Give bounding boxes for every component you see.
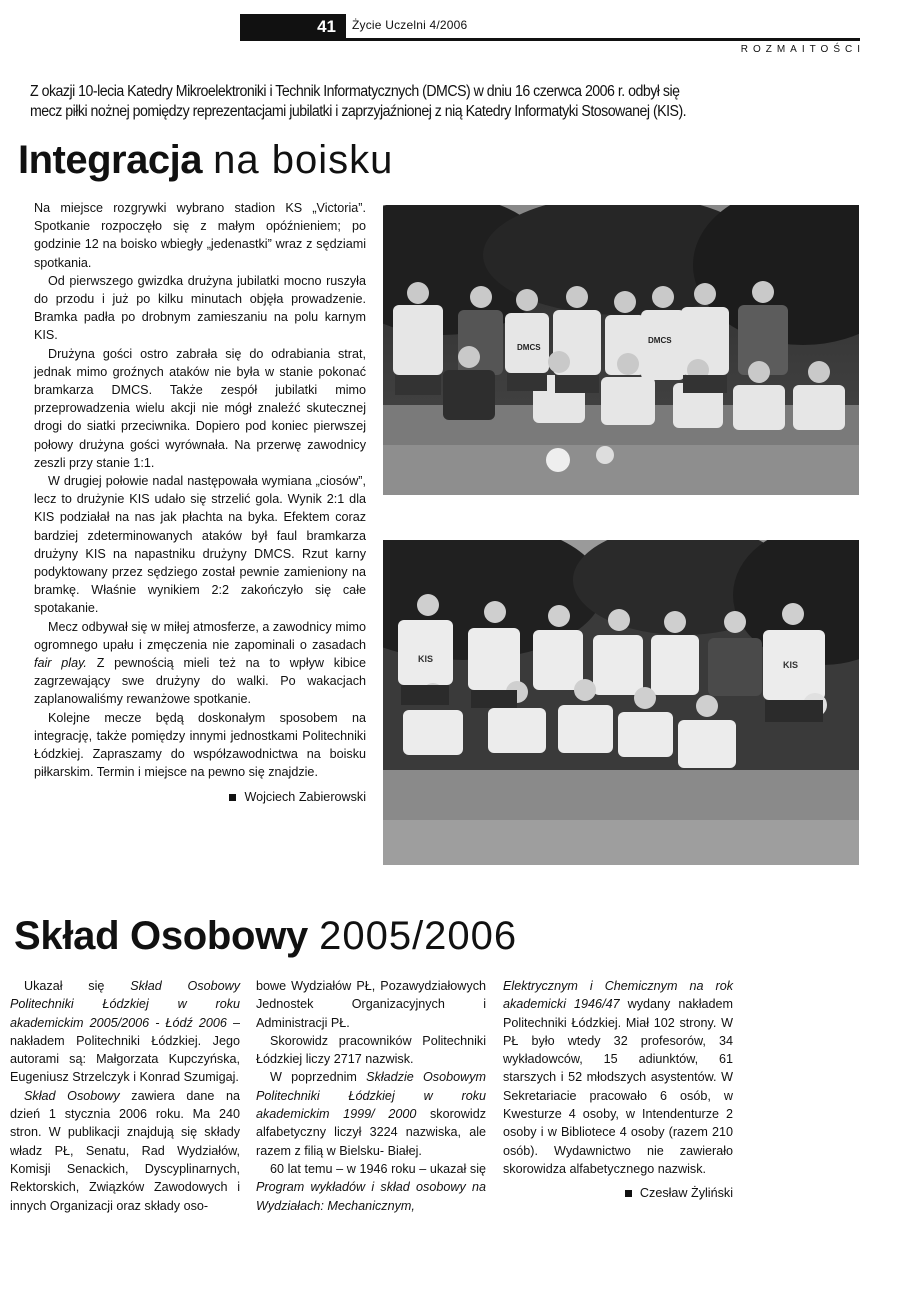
author-signature [34, 788, 366, 806]
bullet-icon [625, 1190, 632, 1197]
article2-column-2 [256, 977, 486, 1215]
text: wydany nakładem Politechniki Łódzkiej. Miał 102 strony. W PŁ było wtedy 32 profesorów, 34 wykładowców, 15 adiunktów, 61 starszych i 52 młodszych asystentów. W Sekretariacie pracowało 6 osób, w Kwesturze 4 osoby, w Intendenturze 2 osoby i w Bibliotece 4 osoby (razem 210 osób). Wydawnictwo nie zawierało skorowidza alfabetycznego nazwisk. [503, 997, 733, 1176]
text: Z pewnością mieli też na to wpływ kibice zagrzewający swe drużyny do walki. Po wakacjach zaplanowaliśmy rewanżowe spotkanie. [34, 656, 366, 707]
text: 60 lat temu – w 1946 roku – ukazał się [270, 1161, 486, 1176]
paragraph [10, 1087, 240, 1215]
paragraph: Skorowidz pracowników Politechniki Łódzkiej liczy 2717 nazwisk. [256, 1033, 486, 1067]
italic-text: Składzie Osobowym Politechniki Łódzkiej w roku akademickim 1999/ 2000 [256, 1070, 486, 1122]
paragraph [503, 977, 733, 1178]
header-rule [240, 38, 860, 41]
paragraph [10, 977, 240, 1087]
article-title-bold: Integracja [18, 138, 202, 182]
article2-title-bold: Skład Osobowy [14, 914, 308, 958]
paragraph [256, 1160, 486, 1215]
article-lead: Z okazji 10-lecia Katedry Mikroelektroniki i Technik Informatycznych (DMCS) w dniu 16 czerwca 2006 r. odbył się mecz piłki nożnej pomiędzy reprezentacjami jubilatki i zaprzyjaźnionej z nią Katedry Informatyki Stosowanej (KIS). [30, 83, 687, 120]
article2-column-3 [503, 977, 733, 1203]
paragraph: Od pierwszego gwizdka drużyna jubilatki mocno ruszyła do przodu i już po kilku minutach objęła prowadzenie. Bramka padła po drobnym zamieszaniu na polu karnym KIS. [34, 273, 366, 343]
shirt-label: KIS [418, 654, 434, 664]
paragraph: bowe Wydziałów PŁ, Pozawydziałowych Jednostek Organizacyjnych i Administracji PŁ. [256, 979, 486, 1030]
team-photo-dmcs [383, 205, 859, 495]
team-photo-kis-image [383, 540, 859, 865]
article-title [18, 137, 393, 183]
italic-text: Elektrycznym i Chemicznym na rok akademicki 1946/47 [503, 979, 733, 1012]
paragraph: Kolejne mecze będą doskonałym sposobem na integrację, także pomiędzy innymi jednostkami Politechniki Łódzkiej. Zapraszamy do współzawodnictwa na boisku piłkarskim. Termin i miejsce na pewno się znajdzie. [34, 710, 366, 780]
text: – nakładem Politechniki Łódzkiej. Jego autorami są: Małgorzata Kupczyńska, Eugeniusz Strzelczyk i Konrad Szumigaj. [10, 1015, 240, 1085]
italic-text: Skład Osobowy Politechniki Łódzkiej w roku akademickim 2005/2006 - Łódź 2006 [10, 979, 241, 1030]
paragraph: Drużyna gości ostro zabrała się do odrabiania strat, jednak mimo groźnych ataków nie była w stanie pokonać bramkarza DMCS. Także zespół jubilatki mimo przeprowadzenia wielu akcji nie mógł znaleźć skutecznej drogi do siatki przeciwnika. Dopiero pod koniec pierwszej połowy drużyna gości wyrównała. Na przerwę zawodnicy zeszli przy stanie 1:1. [34, 346, 366, 470]
text: W poprzednim [270, 1070, 367, 1085]
paragraph: W drugiej połowie nadal następowała wymiana „ciosów”, lecz to drużynie KIS udało się strzelić gola. Wynik 2:1 dla KIS podziałał na nas jak płachta na byka. Efektem coraz bardziej zdeterminowanych ataków był faul bramkarza drużyny KIS na napastniku drużyny DMCS. Rzut karny podyktowany przez sędziego został pewnie zamieniony na bramkę. Właśnie wynikiem 2:2 zakończyło się całe spotakanie. [34, 474, 366, 616]
author-name: Wojciech Zabierowski [244, 789, 366, 804]
bullet-icon [229, 794, 236, 801]
article-body [34, 199, 366, 806]
section-name: ROZMAITOŚCI [740, 44, 865, 55]
shirt-label: DMCS [648, 336, 672, 345]
team-photo-dmcs-image [383, 205, 859, 495]
italic-text: fair play. [34, 656, 87, 671]
text: Mecz odbywał się w miłej atmosferze, a zawodnicy mimo ogromnego upału i zmęczenia nie zapominali o zasadach [34, 619, 366, 652]
author-signature [503, 1184, 733, 1202]
article2-column-1 [10, 977, 240, 1215]
paragraph [256, 1068, 486, 1159]
page-number: 41 [240, 14, 346, 38]
shirt-label: KIS [783, 660, 799, 670]
text: Ukazał się [24, 979, 131, 993]
author-name: Czesław Żyliński [639, 1186, 733, 1201]
journal-title: Życie Uczelni 4/2006 [352, 18, 468, 32]
paragraph [34, 618, 366, 709]
article2-title [14, 912, 517, 960]
italic-text: Skład Osobowy [24, 1088, 120, 1103]
text: skorowidz alfabetyczny liczył 3224 nazwiska, ale razem z filią w Bielsku- Białej. [256, 1107, 486, 1158]
article-title-rest: na boisku [213, 138, 394, 182]
shirt-label: DMCS [517, 343, 541, 352]
text: zawiera dane na dzień 1 stycznia 2006 roku. Ma 240 stron. W publikacji znajdują się składy władz PŁ, Senatu, Rad Wydziałów, Komisji Senackich, Dyscyplinarnych, Rektorskich, Związków Zawodowych i innych Organizacji oraz składy oso- [10, 1088, 241, 1213]
paragraph: Na miejsce rozgrywki wybrano stadion KS „Victoria”. Spotkanie rozpoczęło się z małym opóźnieniem; po godzinie 12 na boisko wbiegły „jedenastki” wraz z sędziami spotkania. [34, 201, 366, 270]
article2-title-rest: 2005/2006 [319, 914, 518, 958]
italic-text: Program wykładów i skład osobowy na Wydziałach: Mechanicznym, [256, 1180, 486, 1213]
team-photo-kis [383, 540, 859, 865]
